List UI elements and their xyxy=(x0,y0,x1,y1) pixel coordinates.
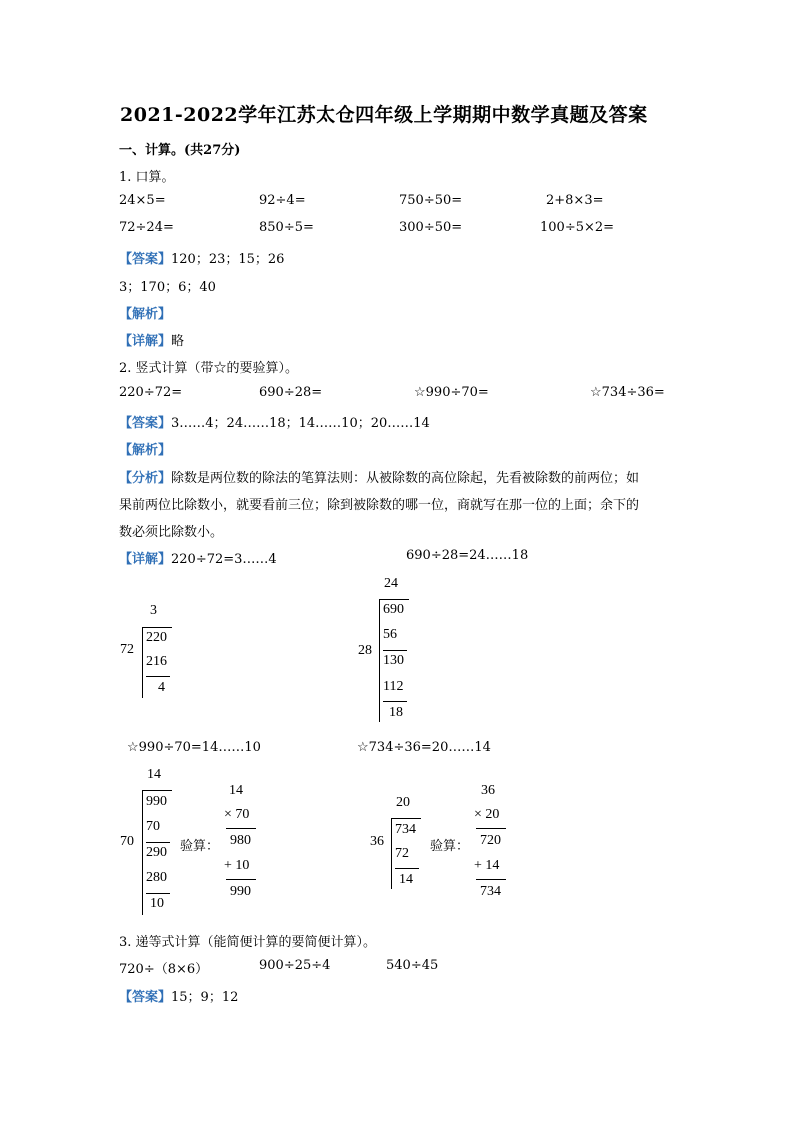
q2-answer xyxy=(119,412,430,431)
q1-heading: 1. 口算。 xyxy=(119,170,175,185)
check3-res: 990 xyxy=(230,884,251,899)
div3-bracket xyxy=(142,791,143,915)
q3-item: 540÷45 xyxy=(386,958,439,973)
q2-item: 690÷28= xyxy=(259,385,323,400)
check4-label: 验算： xyxy=(430,839,470,854)
answer-tag: 【答案】 xyxy=(119,416,172,431)
check3-add: + 10 xyxy=(224,858,250,873)
div4-quotient: 20 xyxy=(396,795,410,810)
div3-divisor: 70 xyxy=(120,834,134,849)
q3-heading: 3. 递等式计算（能简便计算的要简便计算）。 xyxy=(119,935,377,950)
q2-analysis-line xyxy=(119,467,639,486)
div1-line xyxy=(146,676,170,677)
check4-b: × 20 xyxy=(474,807,500,822)
div2-overline xyxy=(379,599,409,600)
q3-item: 720÷（8×6） xyxy=(119,962,209,977)
div2-divisor: 28 xyxy=(358,643,372,658)
div3-dividend: 990 xyxy=(146,794,167,809)
div4-rem: 14 xyxy=(399,872,413,887)
page-title: 2021-2022学年江苏太仓四年级上学期期中数学真题及答案 xyxy=(120,104,648,126)
q1-item: 2+8×3= xyxy=(546,193,604,208)
div3-s2: 280 xyxy=(146,870,167,885)
div2-r1: 130 xyxy=(383,653,404,668)
q2-heading: 2. 竖式计算（带☆的要验算）。 xyxy=(119,361,299,376)
q1-item: 72÷24= xyxy=(119,220,174,235)
detail-text: 略 xyxy=(171,334,185,349)
q2-analysis-line: 数必须比除数小。 xyxy=(119,525,224,540)
q3-item: 900÷25÷4 xyxy=(259,958,331,973)
div1-quotient: 3 xyxy=(150,603,157,618)
div2-quotient: 24 xyxy=(384,576,398,591)
q1-item: 850÷5= xyxy=(259,220,314,235)
analysis-tag: 【解析】 xyxy=(119,307,172,322)
answer-text: 15；9；12 xyxy=(171,990,239,1005)
check4-a: 36 xyxy=(481,783,495,798)
check3-p: 980 xyxy=(230,833,251,848)
answer-text: 3……4；24……18；14……10；20……14 xyxy=(171,416,430,431)
answer-tag: 【答案】 xyxy=(119,252,172,267)
check3-line xyxy=(226,879,256,880)
div3-line xyxy=(146,842,170,843)
analysis-tag: 【解析】 xyxy=(119,443,172,458)
div4-bracket xyxy=(391,819,392,889)
q1-item: 92÷4= xyxy=(259,193,306,208)
q2-analysis-line: 果前两位比除数小，就要看前三位；除到被除数的哪一位，商就写在那一位的上面；余下的 xyxy=(119,498,640,513)
q1-item: 24×5= xyxy=(119,193,166,208)
div1-sub: 216 xyxy=(146,654,167,669)
q2-detail xyxy=(119,548,277,567)
div4-s1: 72 xyxy=(395,846,409,861)
div2-rem: 18 xyxy=(389,705,403,720)
fenxi-text: 除数是两位数的除法的笔算法则：从被除数的高位除起，先看被除数的前两位；如 xyxy=(171,471,640,486)
div4-dividend: 734 xyxy=(395,822,416,837)
div4-divisor: 36 xyxy=(370,834,384,849)
div3-quotient: 14 xyxy=(147,767,161,782)
div3-r1: 290 xyxy=(146,845,167,860)
fenxi-tag: 【分析】 xyxy=(119,471,172,486)
div1-dividend: 220 xyxy=(146,630,167,645)
div2-dividend: 690 xyxy=(383,602,404,617)
div2-bracket xyxy=(379,600,380,722)
div1-rem: 4 xyxy=(158,680,165,695)
div2-s1: 56 xyxy=(383,627,397,642)
check4-add: + 14 xyxy=(474,858,500,873)
detail-tag: 【详解】 xyxy=(119,552,172,567)
div1-bracket xyxy=(142,628,143,698)
answer-text: 120；23；15；26 xyxy=(171,252,285,267)
detail-tag: 【详解】 xyxy=(119,334,172,349)
check4-line xyxy=(476,828,506,829)
q1-item: 750÷50= xyxy=(399,193,463,208)
q1-answer-cont: 3；170；6；40 xyxy=(119,280,216,295)
check3-a: 14 xyxy=(229,783,243,798)
q2-item: ☆990÷70= xyxy=(414,385,489,400)
div3-s1: 70 xyxy=(146,819,160,834)
q1-answer xyxy=(119,248,284,267)
q2-item: 220÷72= xyxy=(119,385,183,400)
detail-text: 220÷72=3……4 xyxy=(171,552,277,567)
check3-line xyxy=(226,828,256,829)
q1-item: 100÷5×2= xyxy=(540,220,615,235)
check4-res: 734 xyxy=(480,884,501,899)
div4-overline xyxy=(391,818,421,819)
div4-line xyxy=(395,868,419,869)
q2-item: ☆734÷36= xyxy=(590,385,665,400)
q2-detail-b: 690÷28=24……18 xyxy=(406,548,529,563)
div2-s2: 112 xyxy=(383,679,404,694)
div1-overline xyxy=(142,627,172,628)
div3-rem: 10 xyxy=(150,896,164,911)
q1-item: 300÷50= xyxy=(399,220,463,235)
q2-detail-d: ☆734÷36=20……14 xyxy=(357,740,491,755)
answer-tag: 【答案】 xyxy=(119,990,172,1005)
q1-detail xyxy=(119,330,184,349)
div1-divisor: 72 xyxy=(120,642,134,657)
check4-p: 720 xyxy=(480,833,501,848)
q3-answer xyxy=(119,986,238,1005)
check3-label: 验算： xyxy=(180,839,220,854)
check4-line xyxy=(476,879,506,880)
check3-b: × 70 xyxy=(224,807,250,822)
div2-line xyxy=(383,701,407,702)
div2-line xyxy=(383,650,407,651)
q2-detail-c: ☆990÷70=14……10 xyxy=(127,740,261,755)
div3-line xyxy=(146,893,170,894)
div3-overline xyxy=(142,790,172,791)
section-heading: 一、计算。(共27分) xyxy=(119,143,241,158)
